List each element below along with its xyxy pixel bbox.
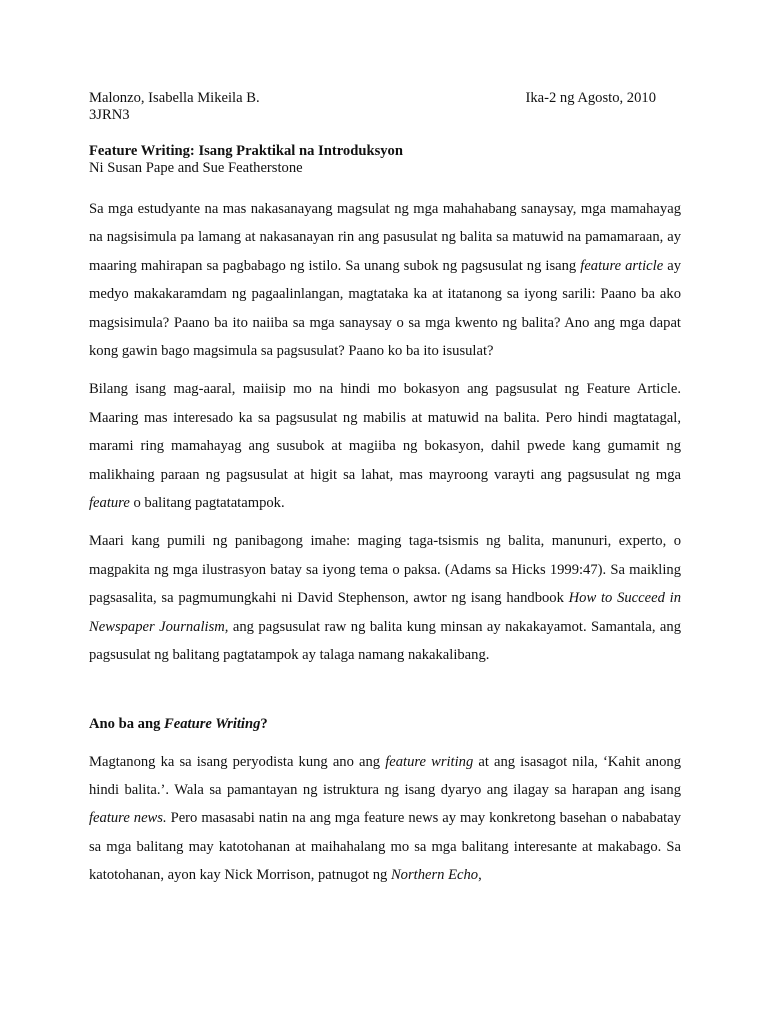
paragraph-4-text-d: ,: [478, 867, 482, 884]
paragraph-2-emphasis: feature: [89, 495, 130, 512]
author-name: Malonzo, Isabella Mikeila B.: [89, 90, 260, 106]
paragraph-2-text-b: o balitang pagtatatampok.: [129, 495, 285, 512]
paragraph-3-text-b: ang pagsusulat raw ng balita kung minsan ay nakakayamot. Samantala, ang pagsusulat ng balitang pagtatampok ay talaga namang nakakalibang.: [89, 618, 682, 664]
paragraph-1-emphasis: feature article: [580, 257, 664, 274]
paragraph-3-text-a: Maari kang pumili ng panibagong imahe: maging taga-tsismis ng balita, manunuri, experto, o magpakita ng mga ilustrasyon batay sa iyong tema o paksa. (Adams sa Hicks 1999:47). Sa maikling pagsasalita, sa pagmumungkahi ni David Stephenson, awtor ng isang handbook: [89, 533, 681, 607]
section-heading-emphasis: Feature Writing: [164, 715, 261, 732]
paragraph-1-text-b: ay medyo makakaramdam ng pagaalinlangan, magtataka ka at itatanong sa iyong sarili: Paano ba ako magsisimula? Paano ba ito naiiba sa mga sanaysay o sa mga kwento ng balita? Ano ang mga dapat kong gawin bago magsimula sa pagsusulat? Paano ko ba ito isusulat?: [89, 257, 681, 360]
paragraph-4-publication-name: Northern Echo: [390, 867, 479, 884]
paragraph-2: [89, 375, 681, 517]
paragraph-4-text-a: Magtanong ka sa isang peryodista kung ano ang: [89, 753, 386, 770]
paragraph-1-text-a: Sa mga estudyante na mas nakasanayang magsulat ng mga mahahabang sanaysay, mga mamahayag na nagsisimula pa lamang at nakasanayan rin ang pasusulat ng balita sa matuwid na pamamaraan, ay maaring mahirapan sa pagbabago ng istilo. Sa unang subok ng pagsusulat ng isang: [89, 201, 681, 274]
document-title: Feature Writing: Isang Praktikal na Introduksyon: [89, 143, 403, 159]
document-byline: Ni Susan Pape and Sue Featherstone: [89, 160, 303, 176]
header-row: [89, 90, 681, 107]
paragraph-1: [89, 195, 681, 365]
paragraph-3: [89, 527, 681, 669]
document-page: [89, 90, 681, 890]
paragraph-4-text-b: at ang isasagot nila, ‘Kahit anong hindi balita.’. Wala sa pamantayan ng istruktura ng isang dyaryo ang ilagay sa harapan ang isang: [89, 753, 681, 798]
paragraph-2-text-a: Bilang isang mag-aaral, maiisip mo na hindi mo bokasyon ang pagsusulat ng Feature Article. Maaring mas interesado ka sa pagsusulat ng mabilis at matuwid na balita. Pero hindi magtatagal, marami ring mamahayag ang susubok at magiiba ng bokasyon, dahil pwede kang gumamit ng malikhaing paraan ng pagsusulat at higit sa lahat, mas mayroong varayti ang pagsusulat ng mga: [89, 381, 681, 483]
section-heading: [89, 714, 681, 734]
paragraph-4-emphasis-2: feature news.: [89, 810, 167, 827]
paragraph-4: [89, 748, 681, 890]
paragraph-4-emphasis-1: feature writing: [385, 753, 474, 770]
section-heading-text-b: ?: [260, 715, 268, 732]
section-code: 3JRN3: [89, 107, 130, 123]
document-date: Ika-2 ng Agosto, 2010: [525, 90, 656, 106]
section-heading-text-a: Ano ba ang: [89, 715, 165, 732]
paragraph-3-book-title: How to Succeed in Newspaper Journalism,: [89, 590, 681, 635]
paragraph-4-text-c: Pero masasabi natin na ang mga feature news ay may konkretong basehan o nababatay sa mga balitang may katotohanan at maihahalang mo sa mga balitang interesante at makabago. Sa katotohanan, ayon kay Nick Morrison, patnugot ng: [89, 810, 681, 884]
